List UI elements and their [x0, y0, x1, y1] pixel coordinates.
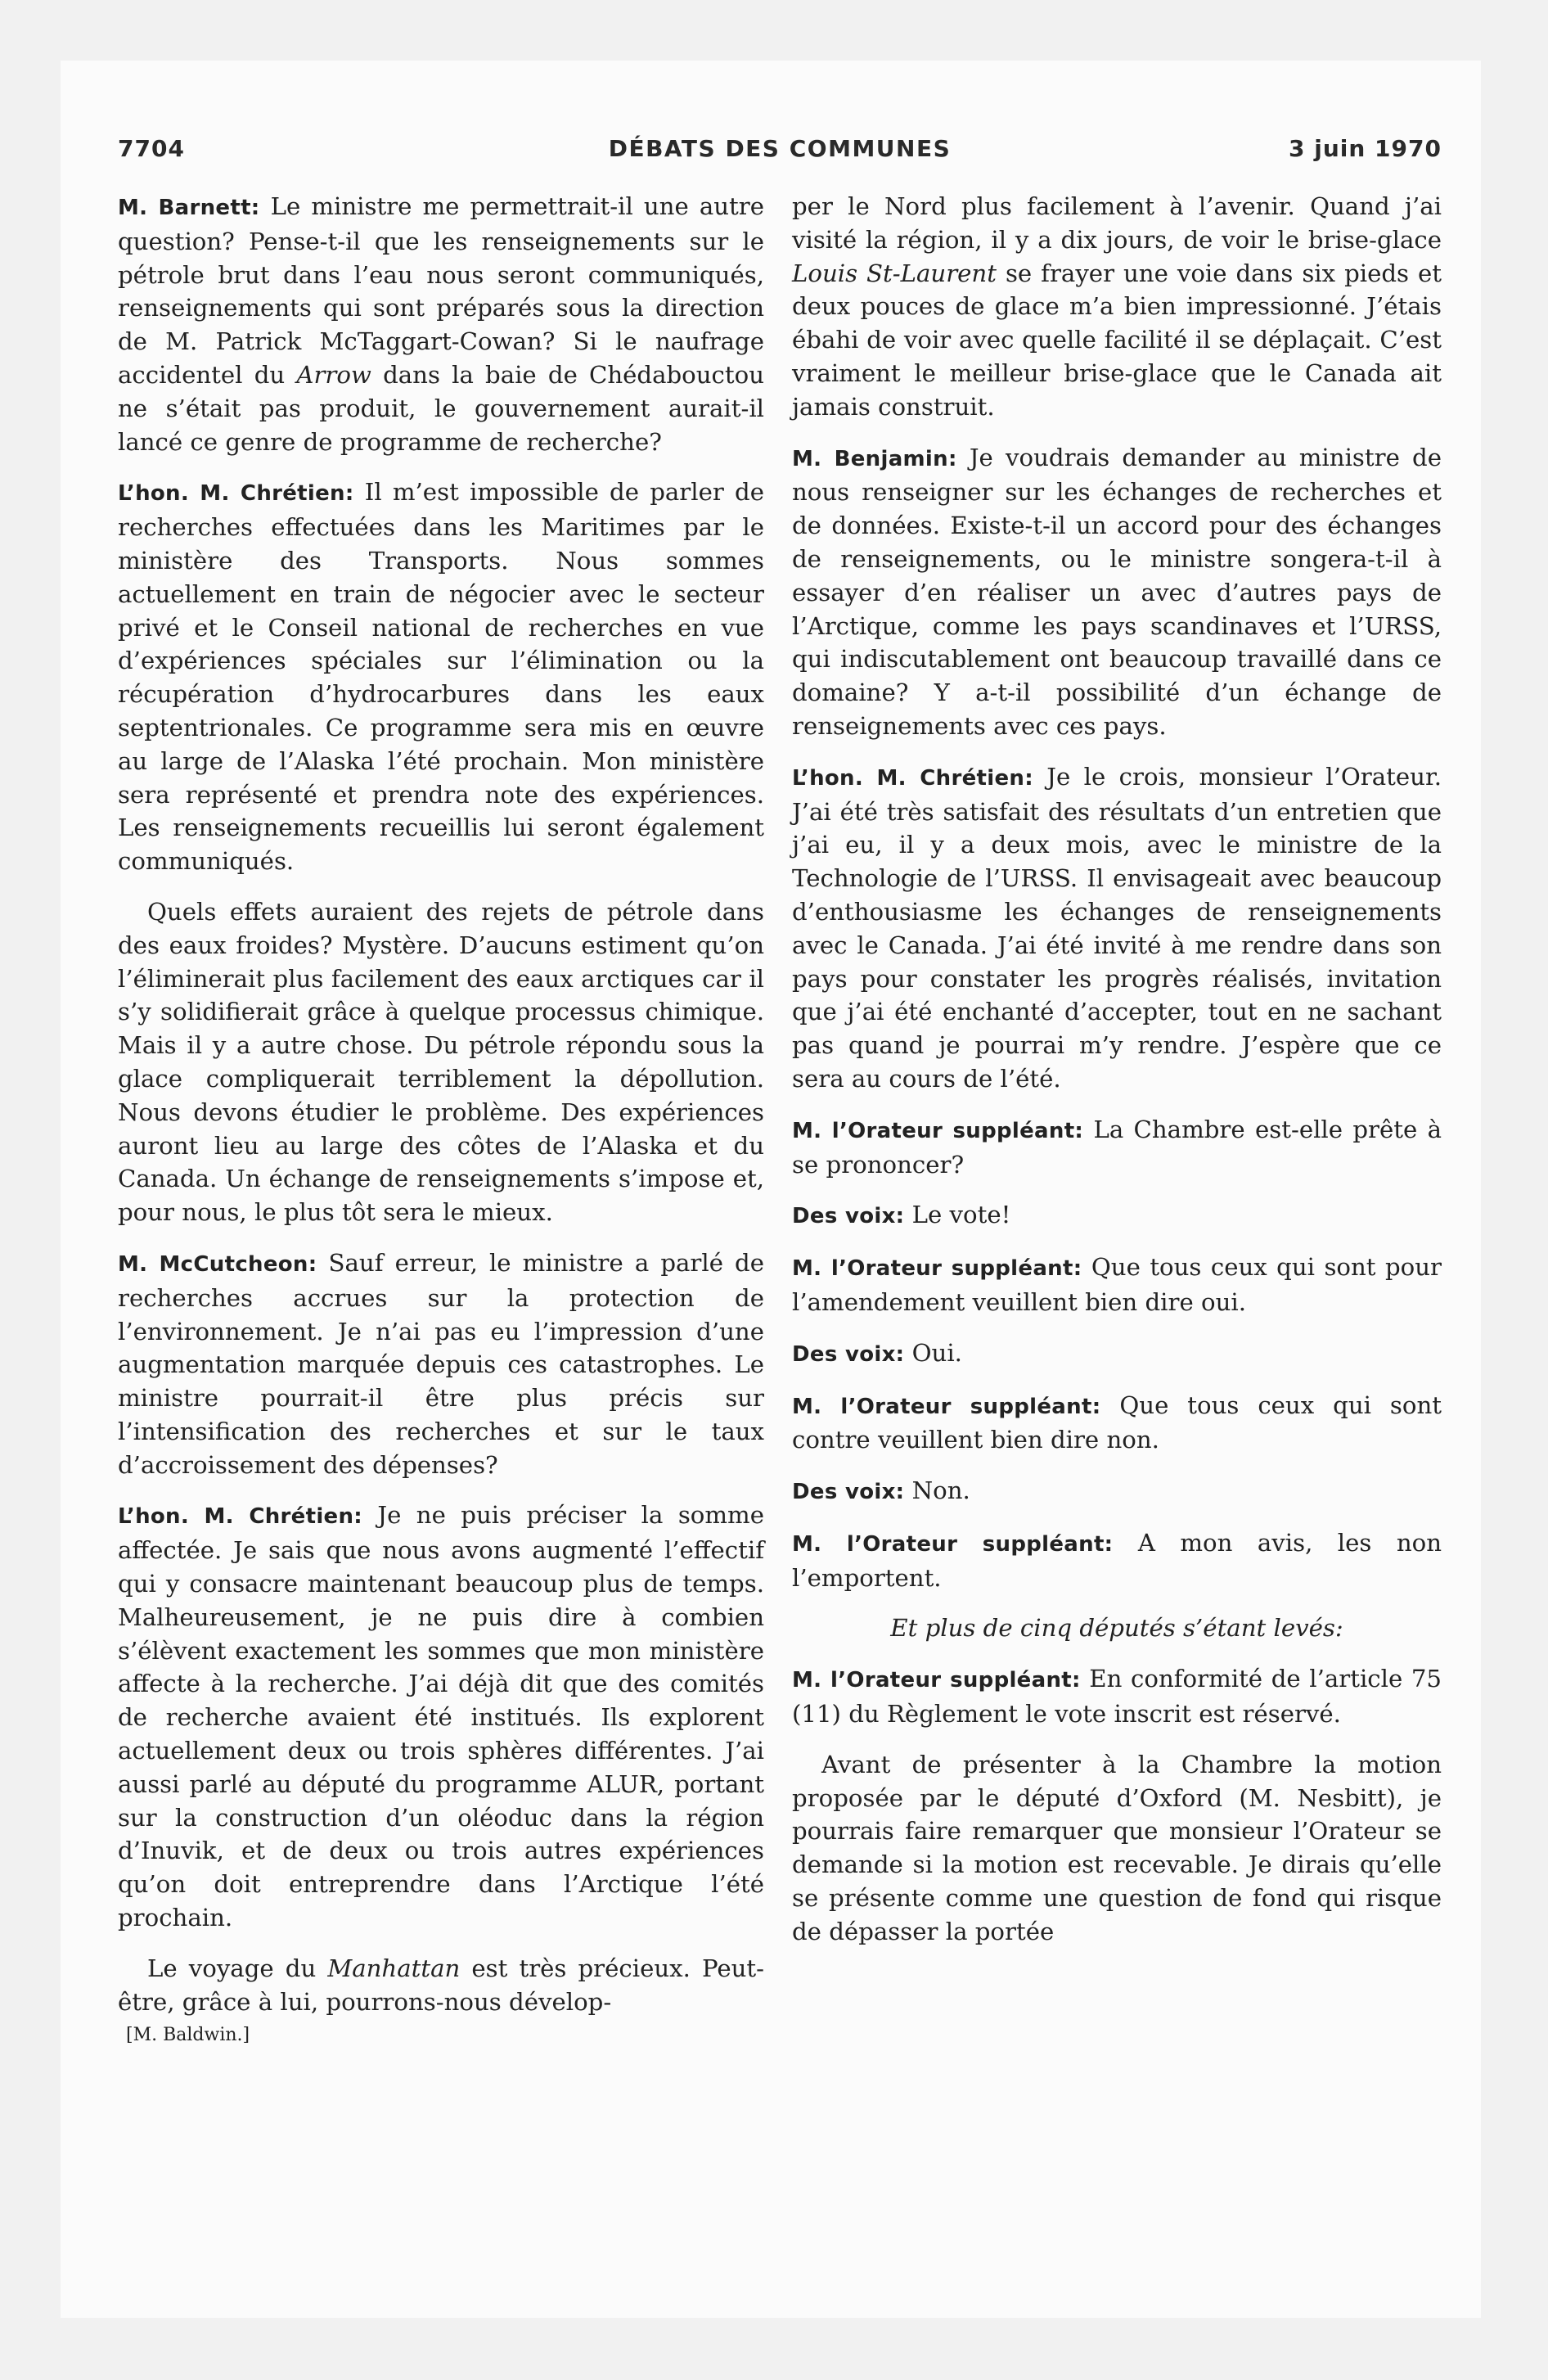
ship-name: Manhattan — [327, 1954, 461, 1982]
paragraph-text: Que tous ceux qui sont pour l’amendement veuillent bien dire oui. — [792, 1253, 1442, 1316]
paragraph-text: Le voyage du — [147, 1954, 328, 1982]
page-header — [118, 135, 1442, 176]
paragraph — [118, 1246, 764, 1482]
left-column — [118, 190, 764, 2048]
speaker-name: L’hon. M. Chrétien: — [118, 1504, 362, 1530]
speaker-name: M. l’Orateur suppléant: — [792, 1668, 1081, 1693]
paragraph-text: Je voudrais demander au ministre de nous renseigner sur les échanges de recherches et de données. Existe-t-il un accord pour des échanges de renseignements, ou le ministre songera-t-il à essayer d’en réaliser un avec d’autres pays de l’Arctique, comme les pays scandinaves et l’URSS, qui indiscutablement ont beaucoup travaillé dans ce domaine? Y a-t-il possibilité d’un échange de renseignements avec ces pays. — [792, 443, 1442, 740]
paragraph — [792, 1662, 1442, 1731]
speaker-name: M. McCutcheon: — [118, 1251, 317, 1277]
ship-name: Louis St-Laurent — [792, 259, 997, 287]
paragraph-text: Sauf erreur, le ministre a parlé de recherches accrues sur la protection de l’environnement. Je n’ai pas eu l’impression d’une augmentation marquée depuis ces catastrophes. Le ministre pourrait-il être plus précis sur l’intensification des recherches et sur le taux d’accroissement des dépenses? — [118, 1248, 765, 1479]
paragraph — [792, 1336, 1442, 1372]
paragraph-text: Que tous ceux qui sont contre veuillent bien dire non. — [792, 1391, 1442, 1454]
paragraph-text: Avant de présenter à la Chambre la motion proposée par le député d’Oxford (M. Nesbitt), je pourrais faire remarquer que monsieur l’Orateur se demande si la motion est recevable. Je dirais qu’elle se présente comme une question de fond qui risque de dépasser la portée — [792, 1750, 1442, 1945]
paragraph — [118, 895, 764, 1229]
paragraph — [118, 190, 764, 458]
paragraph — [792, 760, 1442, 1096]
page-date: 3 juin 1970 — [1289, 135, 1442, 162]
paragraph — [792, 1198, 1442, 1233]
speaker-name: M. l’Orateur suppléant: — [792, 1118, 1084, 1143]
paragraph — [118, 1952, 764, 2019]
paragraph-text: A mon avis, les non l’emportent. — [792, 1528, 1442, 1592]
speaker-name: Des voix: — [792, 1480, 905, 1505]
page-number: 7704 — [118, 135, 185, 162]
paragraph-text: Je le crois, monsieur l’Orateur. J’ai été très satisfait des résultats d’un entretien que j’ai eu, il y a deux mois, avec le ministre de la Technologie de l’URSS. Il envisageait avec beaucoup d’enthousiasme les échanges de renseignements avec le Canada. J’ai été invité à me rendre dans son pays pour constater les progrès réalisés, invitation que j’ai été enchanté d’accepter, tout en ne sachant pas quand je pourrai m’y rendre. J’espère que ce sera au cours de l’été. — [792, 762, 1442, 1093]
paragraph-text: Le vote! — [904, 1201, 1011, 1229]
paragraph — [792, 1113, 1442, 1182]
paragraph-text: En conformité de l’article 75 (11) du Règlement le vote inscrit est réservé. — [792, 1665, 1442, 1729]
paragraph — [118, 476, 764, 878]
paragraph-text: se frayer une voie dans six pieds et deux pouces de glace m’a bien impressionné. J’étais ébahi de voir avec quelle facilité il se déplaçait. C’est vraiment le meilleur brise-glace que le Canada ait jamais construit. — [792, 259, 1442, 421]
publication-title: DÉBATS DES COMMUNES — [608, 135, 952, 162]
speaker-name: M. l’Orateur suppléant: — [792, 1394, 1101, 1419]
paragraph-text: dans la baie de Chédabouctou ne s’était pas produit, le gouvernement aurait-il lancé ce genre de programme de recherche? — [118, 360, 764, 456]
paragraph — [792, 1474, 1442, 1509]
paragraph — [792, 441, 1442, 743]
paragraph-text: La Chambre est-elle prête à se prononcer? — [792, 1115, 1442, 1179]
paragraph-text: Il m’est impossible de parler de recherches effectuées dans les Maritimes par le ministère des Transports. Nous sommes actuellement en train de négocier avec le secteur privé et le Conseil national de recherches en vue d’expériences spéciales sur l’élimination ou la récupération d’hydrocarbures dans les eaux septentrionales. Ce programme sera mis en œuvre au large de l’Alaska l’été prochain. Mon ministère sera représenté et prendra note des expériences. Les renseignements recueillis lui seront également communiqués. — [118, 478, 764, 876]
paragraph — [118, 1499, 764, 1934]
speaker-name: Des voix: — [792, 1204, 905, 1229]
paragraph — [792, 1251, 1442, 1319]
ship-name: Arrow — [296, 360, 371, 389]
paragraph-text: Non. — [904, 1476, 970, 1505]
paragraph — [792, 1748, 1442, 1949]
speaker-name: L’hon. M. Chrétien: — [118, 481, 354, 507]
speaker-name: L’hon. M. Chrétien: — [792, 765, 1033, 791]
paragraph-text: per le Nord plus facilement à l’avenir. Quand j’ai visité la région, il y a dix jours, de voir le brise-glace — [792, 192, 1442, 254]
paragraph — [792, 190, 1442, 424]
paragraph-text: Oui. — [904, 1338, 962, 1367]
speaker-name: M. l’Orateur suppléant: — [792, 1531, 1114, 1557]
speaker-name: M. Benjamin: — [792, 446, 957, 471]
speaker-name: Des voix: — [792, 1341, 905, 1367]
paragraph-text: est très précieux. Peut-être, grâce à lui, pourrons-nous dévelop- — [118, 1954, 764, 2016]
paragraph-text: Je ne puis préciser la somme affectée. Je sais que nous avons augmenté l’effectif qui y consacre maintenant beaucoup plus de temps. Malheureusement, je ne puis dire à combien s’élèvent exactement les sommes que mon ministère affecte à la recherche. J’ai déjà dit que des comités de recherche avaient été institués. Ils explorent actuellement deux ou trois sphères différentes. J’ai aussi parlé au député du programme ALUR, portant sur la construction d’un oléoduc dans la région d’Inuvik, et de deux ou trois autres expériences qu’on doit entreprendre dans l’Arctique l’été prochain. — [118, 1501, 764, 1932]
paragraph — [792, 1526, 1442, 1595]
paragraph-text: Quels effets auraient des rejets de pétrole dans des eaux froides? Mystère. D’aucuns estiment qu’on l’éliminerait plus facilement des eaux arctiques car il s’y solidifierait grâce à quelque processus chimique. Mais il y a autre chose. Du pétrole répondu sous la glace compliquerait terriblement la dépollution. Nous devons étudier le problème. Des expériences auront lieu au large des côtes de l’Alaska et du Canada. Un échange de renseignements s’impose et, pour nous, le plus tôt sera le mieux. — [118, 897, 764, 1227]
paragraph-text: Et plus de cinq députés s’étant levés: — [890, 1614, 1343, 1643]
author-reference: [M. Baldwin.] — [126, 2025, 250, 2046]
speaker-name: M. l’Orateur suppléant: — [792, 1256, 1082, 1282]
right-column — [792, 190, 1442, 1966]
speaker-name: M. Barnett: — [118, 196, 260, 220]
paragraph — [792, 1389, 1442, 1458]
paragraph-text: Le ministre me permettrait-il une autre question? Pense-t-il que les renseignements sur le pétrole brut dans l’eau nous seront communiqués, renseignements qui sont préparés sous la direction de M. Patrick McTaggart-Cowan? Si le naufrage accidentel du — [118, 192, 764, 389]
procedural-note — [792, 1611, 1442, 1645]
